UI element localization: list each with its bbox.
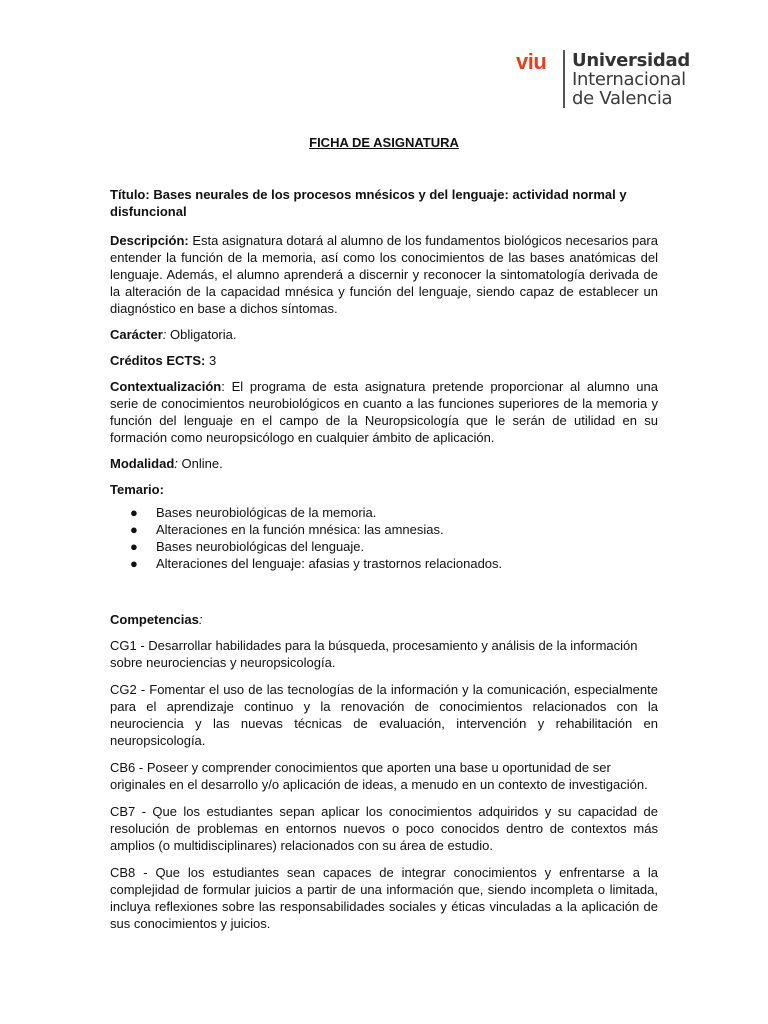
temario-item-text: Alteraciones en la función mnésica: las amnesias. (156, 522, 444, 537)
caracter-value: Obligatoria. (170, 327, 237, 342)
titulo-value: Bases neurales de los procesos mnésicos y del lenguaje: actividad normal y disfuncional (110, 187, 627, 219)
bullet-icon: ● (130, 505, 138, 520)
competencias-label: Competencias (110, 612, 199, 627)
competencia-cb6: CB6 - Poseer y comprender conocimientos que aporten una base u oportunidad de ser originales en el desarrollo y/o aplicación de ideas, a menudo en un contexto de investigación. (110, 760, 648, 792)
temario-item (110, 555, 658, 572)
document-body (110, 186, 658, 942)
temario-label: Temario: (110, 482, 164, 497)
logo-line-3: de Valencia (572, 88, 673, 109)
temario-item-text: Alteraciones del lenguaje: afasias y trastornos relacionados. (156, 556, 503, 571)
creditos-field (110, 352, 658, 369)
caracter-colon: : (162, 327, 167, 342)
contextualizacion-label: Contextualización (110, 379, 222, 394)
bullet-icon: ● (130, 522, 138, 537)
bullet-icon: ● (130, 556, 138, 571)
modalidad-value: Online. (181, 456, 223, 471)
temario-item (110, 538, 658, 555)
descripcion-value: Esta asignatura dotará al alumno de los fundamentos biológicos necesarios para entender la función de la memoria, así como los conocimientos de las bases anatómicas del lenguaje. Además, el alumno aprenderá a discernir y reconocer la sintomatología derivada de la alteración de la capacidad mnésica y función del lenguaje, siendo capaz de establecer un diagnóstico en base a dichos síntomas. (110, 233, 658, 316)
competencia-cg2: CG2 - Fomentar el uso de las tecnologías de la información y la comunicación, especialmente para el aprendizaje continuo y la renovación de conocimientos relacionados con la neurociencia y las nuevas técnicas de evaluación, intervención y rehabilitación en neuropsicología. (110, 682, 658, 748)
contextualizacion-value: : El programa de esta asignatura pretende proporcionar al alumno una serie de conocimientos neurobiológicos en cuanto a las funciones superiores de la memoria y función del lenguaje en el campo de la Neuropsicología que le serán de utilidad en su formación como neuropsicólogo en cualquier ámbito de aplicación. (110, 379, 658, 445)
temario-list (110, 504, 658, 572)
competencias-heading (110, 611, 658, 628)
logo-divider (563, 50, 565, 108)
titulo-label: Título: (110, 187, 150, 202)
descripcion-label: Descripción: (110, 233, 189, 248)
titulo-field (110, 186, 658, 220)
caracter-field (110, 326, 658, 343)
logo-wordmark (572, 51, 690, 108)
creditos-value: 3 (208, 353, 217, 368)
competencia-cb7: CB7 - Que los estudiantes sepan aplicar los conocimientos adquiridos y su capacidad de resolución de problemas en entornos nuevos o poco conocidos dentro de contextos más amplios (o multidisciplinares) relacionados con su área de estudio. (110, 804, 658, 853)
competencia-cg1: CG1 - Desarrollar habilidades para la búsqueda, procesamiento y análisis de la información sobre neurociencias y neuropsicología. (110, 638, 638, 670)
temario-item-text: Bases neurobiológicas del lenguaje. (156, 539, 365, 554)
contextualizacion-field (110, 378, 658, 446)
competencia-cb8: CB8 - Que los estudiantes sean capaces de integrar conocimientos y enfrentarse a la complejidad de formular juicios a partir de una información que, siendo incompleta o limitada, incluya reflexiones sobre las responsabilidades sociales y éticas vinculadas a la aplicación de sus conocimientos y juicios. (110, 865, 658, 931)
modalidad-colon: : (174, 456, 178, 471)
caracter-label: Carácter (110, 327, 163, 342)
logo-line-2: Internacional (572, 69, 686, 90)
bullet-icon: ● (130, 539, 138, 554)
temario-item (110, 504, 658, 521)
document-title: FICHA DE ASIGNATURA (309, 135, 459, 150)
competencias-colon: : (198, 612, 203, 627)
temario-item-text: Bases neurobiológicas de la memoria. (156, 505, 377, 520)
creditos-label: Créditos ECTS: (110, 353, 206, 368)
logo-line-1: Universidad (572, 50, 690, 71)
modalidad-field (110, 455, 658, 472)
descripcion-field (110, 232, 658, 317)
modalidad-label: Modalidad (110, 456, 175, 471)
temario-item (110, 521, 658, 538)
logo-viu-mark: viu (516, 49, 547, 74)
